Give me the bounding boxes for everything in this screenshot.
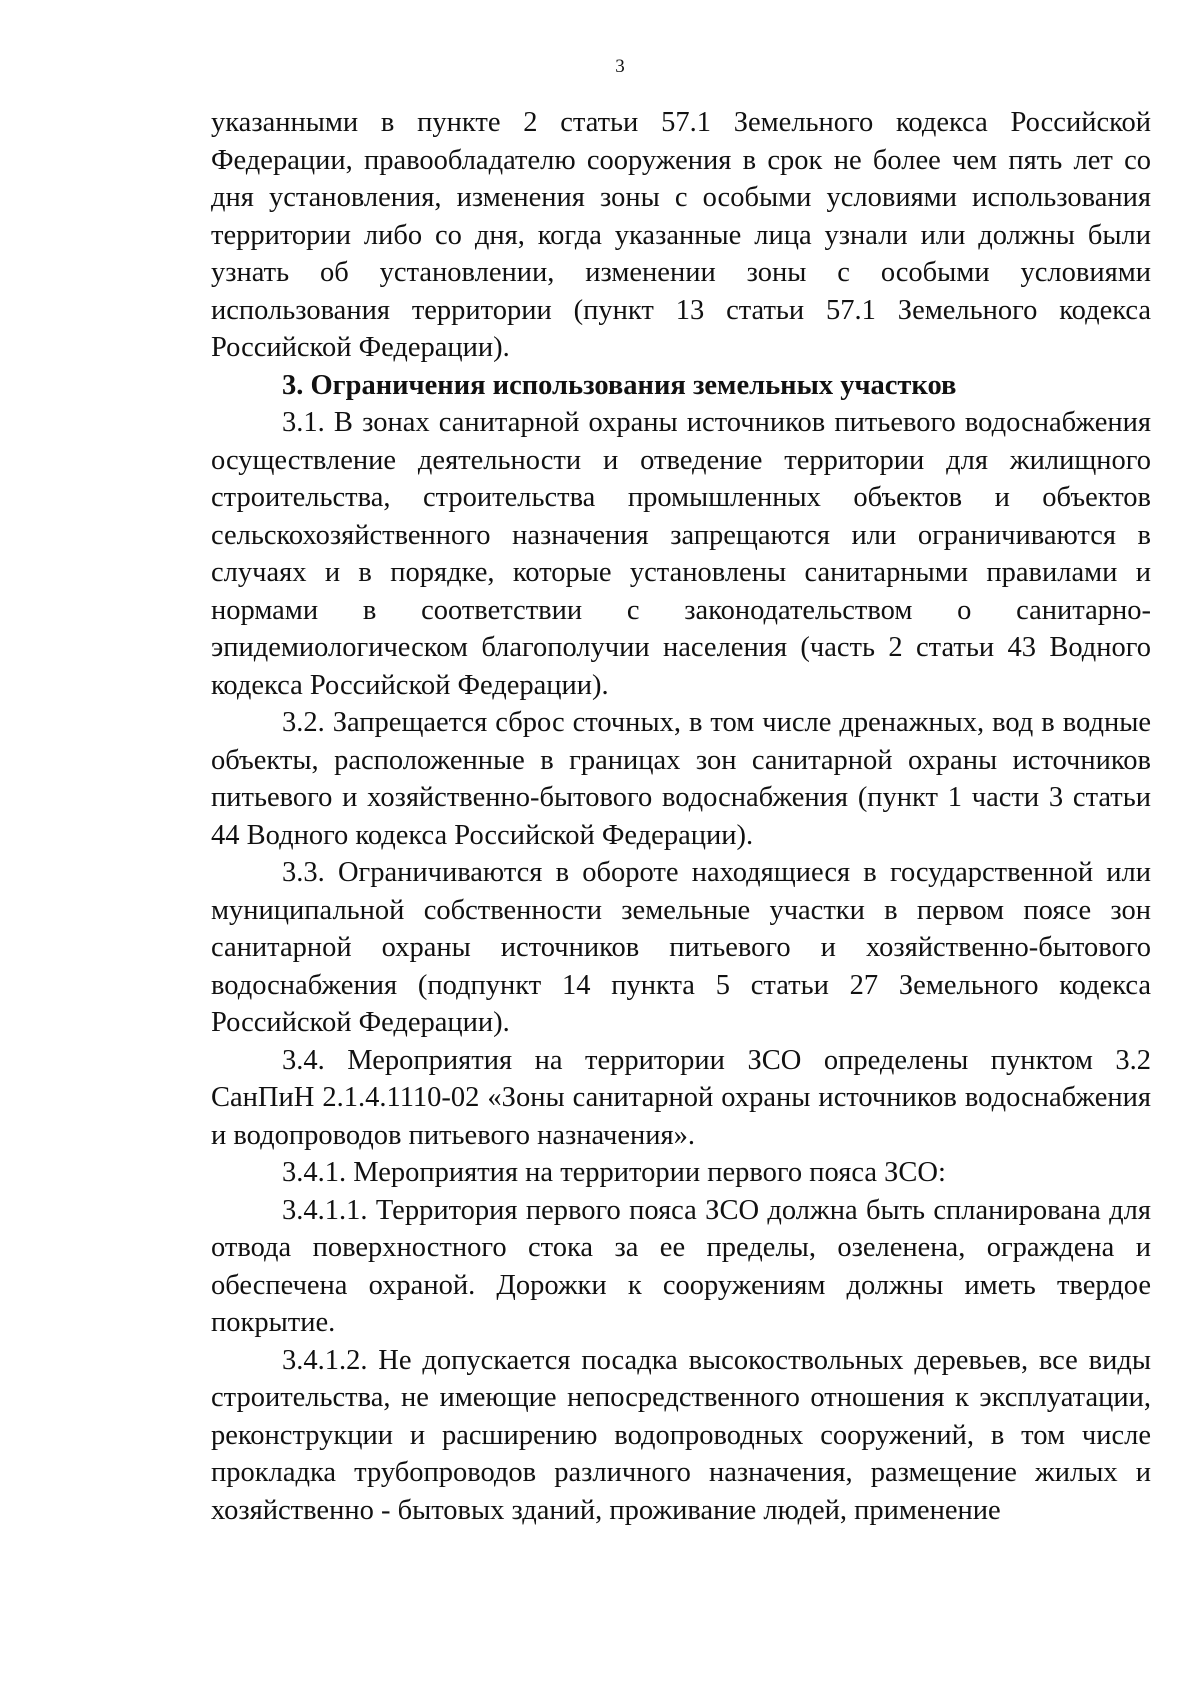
- paragraph-3-2: 3.2. Запрещается сброс сточных, в том числе дренажных, вод в водные объекты, расположенные в границах зон санитарной охраны источников питьевого и хозяйственно-бытового водоснабжения (пункт 1 части 3 статьи 44 Водного кодекса Российской Федерации).: [211, 707, 1151, 851]
- document-body: [211, 104, 1151, 1529]
- paragraph-3-4-1-1: 3.4.1.1. Территория первого пояса ЗСО должна быть спланирована для отвода поверхностного стока за ее пределы, озеленена, ограждена и обеспечена охраной. Дорожки к сооружениям должны иметь твердое покрытие.: [211, 1194, 1151, 1338]
- paragraph-3-1: 3.1. В зонах санитарной охраны источников питьевого водоснабжения осуществление деятельности и отведение территории для жилищного строительства, строительства промышленных объектов и объектов сельскохозяйственного назначения запрещаются или ограничиваются в случаях и в порядке, которые установлены санитарными правилами и нормами в соответствии с законодательством о санитарно-эпидемиологическом благополучии населения (часть 2 статьи 43 Водного кодекса Российской Федерации).: [211, 407, 1151, 701]
- paragraph-3-4-1-2: 3.4.1.2. Не допускается посадка высокоствольных деревьев, все виды строительства, не имеющие непосредственного отношения к эксплуатации, реконструкции и расширению водопроводных сооружений, в том числе прокладка трубопроводов различного назначения, размещение жилых и хозяйственно - бытовых зданий, проживание людей, применение: [211, 1344, 1151, 1526]
- continuation-paragraph: указанными в пункте 2 статьи 57.1 Земельного кодекса Российской Федерации, правообладателю сооружения в срок не более чем пять лет со дня установления, изменения зоны с особыми условиями использования территории либо со дня, когда указанные лица узнали или должны были узнать об установлении, изменении зоны с особыми условиями использования территории (пункт 13 статьи 57.1 Земельного кодекса Российской Федерации).: [211, 107, 1151, 363]
- section-heading: 3. Ограничения использования земельных участков: [282, 369, 957, 401]
- paragraph-3-4: 3.4. Мероприятия на территории ЗСО определены пунктом 3.2 СанПиН 2.1.4.1110-02 «Зоны санитарной охраны источников водоснабжения и водопроводов питьевого назначения».: [211, 1044, 1151, 1151]
- paragraph-3-3: 3.3. Ограничиваются в обороте находящиеся в государственной или муниципальной собственности земельные участки в первом поясе зон санитарной охраны источников питьевого и хозяйственно-бытового водоснабжения (подпункт 14 пункта 5 статьи 27 Земельного кодекса Российской Федерации).: [211, 857, 1151, 1038]
- paragraph-3-4-1: 3.4.1. Мероприятия на территории первого пояса ЗСО:: [282, 1157, 946, 1188]
- page-number: 3: [615, 56, 625, 77]
